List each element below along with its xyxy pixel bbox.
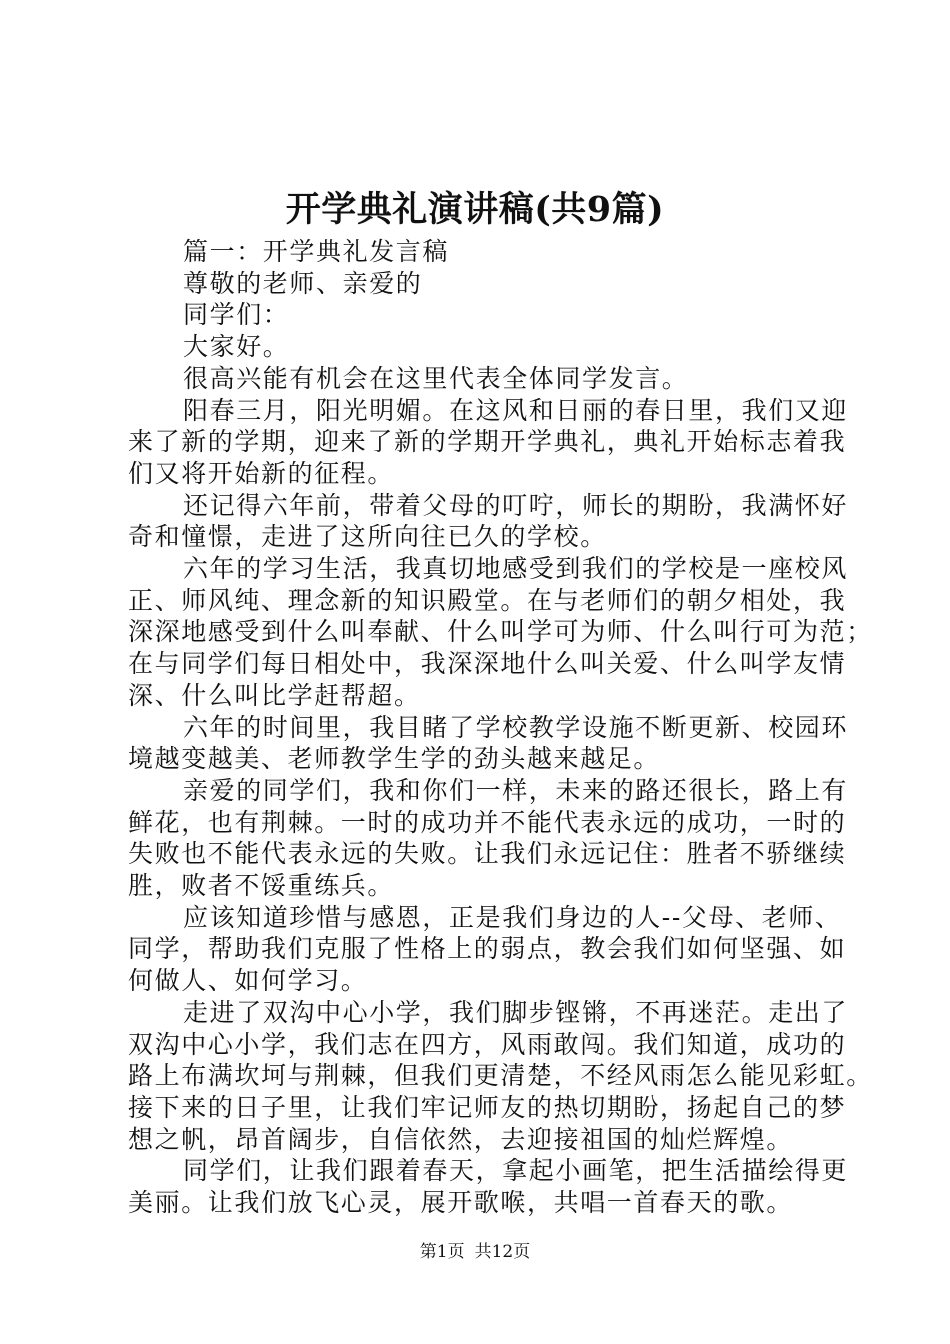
text-line: 六年的学习生活，我真切地感受到我们的学校是一座校风 bbox=[183, 554, 849, 584]
text-line: 深深地感受到什么叫奉献、什么叫学可为师、什么叫行可为范； bbox=[128, 617, 873, 647]
text-line: 鲜花，也有荆棘。一时的成功并不能代表永远的成功，一时的 bbox=[128, 807, 847, 837]
text-line: 失败也不能代表永远的失败。让我们永远记住：胜者不骄继续 bbox=[128, 839, 847, 869]
document-title: 开学典礼演讲稿(共9篇) bbox=[285, 189, 665, 230]
page-total: 共12页 bbox=[474, 1242, 531, 1262]
text-line: 们又将开始新的征程。 bbox=[128, 458, 395, 488]
text-line: 走进了双沟中心小学，我们脚步铿锵，不再迷茫。走出了 bbox=[183, 997, 849, 1027]
text-line: 阳春三月，阳光明媚。在这风和日丽的春日里，我们又迎 bbox=[183, 395, 849, 425]
text-line: 还记得六年前，带着父母的叮咛，师长的期盼，我满怀好 bbox=[183, 490, 849, 520]
text-line: 接下来的日子里，让我们牢记师友的热切期盼，扬起自己的梦 bbox=[128, 1092, 847, 1122]
text-line: 何做人、如何学习。 bbox=[128, 966, 368, 996]
text-line: 美丽。让我们放飞心灵，展开歌喉，共唱一首春天的歌。 bbox=[128, 1188, 794, 1218]
document-body bbox=[128, 236, 873, 1219]
text-line: 同学们，让我们跟着春天，拿起小画笔，把生活描绘得更 bbox=[183, 1156, 849, 1186]
text-line: 来了新的学期，迎来了新的学期开学典礼，典礼开始标志着我 bbox=[128, 427, 847, 457]
text-line: 应该知道珍惜与感恩，正是我们身边的人--父母、老师、 bbox=[183, 902, 842, 932]
text-line: 亲爱的同学们，我和你们一样，未来的路还很长，路上有 bbox=[183, 775, 849, 805]
text-line: 在与同学们每日相处中，我深深地什么叫关爱、什么叫学友情 bbox=[128, 649, 847, 679]
text-line: 同学，帮助我们克服了性格上的弱点，教会我们如何坚强、如 bbox=[128, 934, 847, 964]
text-line: 大家好。 bbox=[183, 332, 290, 362]
text-line: 胜，败者不馁重练兵。 bbox=[128, 871, 395, 901]
text-line: 奇和憧憬，走进了这所向往已久的学校。 bbox=[128, 522, 607, 552]
text-line: 深、什么叫比学赶帮超。 bbox=[128, 680, 421, 710]
text-line: 路上布满坎坷与荆棘，但我们更清楚，不经风雨怎么能见彩虹。 bbox=[128, 1061, 873, 1091]
text-line: 想之帆，昂首阔步，自信依然，去迎接祖国的灿烂辉煌。 bbox=[128, 1124, 794, 1154]
text-line: 很高兴能有机会在这里代表全体同学发言。 bbox=[183, 363, 689, 393]
text-line: 同学们： bbox=[183, 300, 290, 330]
text-line: 正、师风纯、理念新的知识殿堂。在与老师们的朝夕相处，我 bbox=[128, 585, 847, 615]
page-number: 第1页 bbox=[419, 1242, 465, 1262]
text-line: 境越变越美、老师教学生学的劲头越来越足。 bbox=[128, 744, 661, 774]
text-line: 六年的时间里，我目睹了学校教学设施不断更新、校园环 bbox=[183, 712, 849, 742]
text-line: 双沟中心小学，我们志在四方，风雨敢闯。我们知道，成功的 bbox=[128, 1029, 847, 1059]
page-footer bbox=[0, 1240, 950, 1264]
text-line: 尊敬的老师、亲爱的 bbox=[183, 268, 423, 298]
text-line: 篇一：开学典礼发言稿 bbox=[183, 237, 450, 266]
